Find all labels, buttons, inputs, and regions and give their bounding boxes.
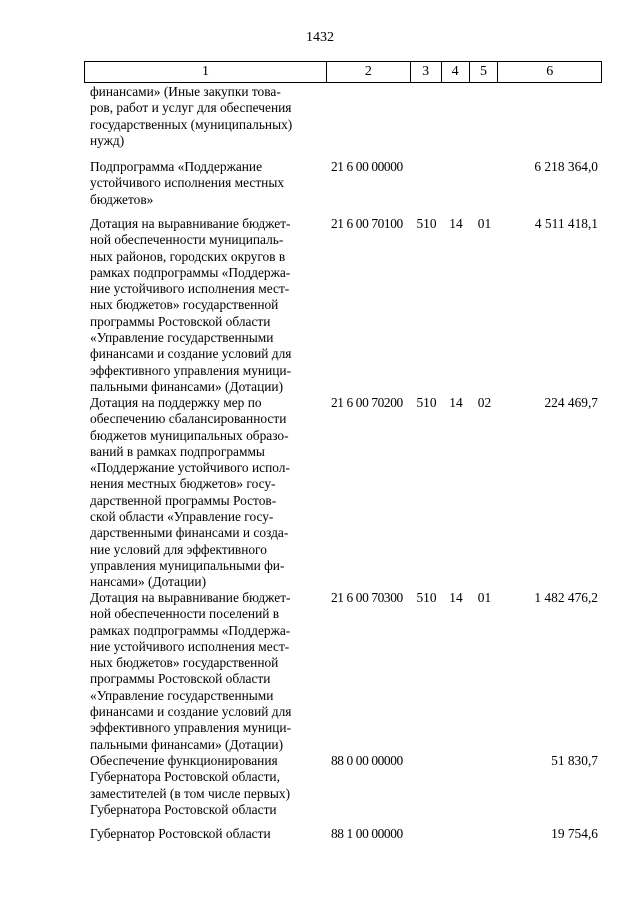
table-row	[84, 826, 602, 850]
row-target-code: 21 6 00 70300	[331, 590, 403, 605]
row-amount: 4 511 418,1	[534, 216, 598, 231]
row-subsection: 02	[477, 395, 492, 410]
row-description: Дотация на поддержку мер по обеспечению сбалансированности бюджетов муниципальных образо- ваний в рамках подпрограммы «Поддержание устойчивого испол- нения местных бюджетов» госу- дарственной программы Ростов- ской области «Управление госу- дарственными финансами и созда- ние условий для эффективного управления муниципальными фи- нансами» (Дотации)	[90, 395, 290, 590]
table-row	[84, 84, 602, 159]
table-row	[84, 159, 602, 216]
row-subsection	[470, 84, 499, 159]
table-body	[84, 84, 602, 850]
row-section	[442, 753, 470, 826]
row-description: Дотация на выравнивание бюджет- ной обеспеченности муниципаль- ных районов, городских округов в рамках подпрограммы «Поддержа- ние устойчивого исполнения мест- ных бюджетов» государственной программы Ростовской области «Управление государственными финансами и создание условий для эффективного управления муници- пальными финансами» (Дотации)	[90, 216, 292, 394]
header-col-3: 3	[411, 62, 442, 82]
row-amount: 6 218 364,0	[534, 159, 598, 174]
row-section: 14	[449, 216, 463, 231]
row-target-code: 88 0 00 00000	[331, 753, 403, 768]
table-row	[84, 590, 602, 753]
row-subsection	[470, 826, 499, 850]
header-col-1: 1	[85, 62, 327, 82]
row-section: 14	[449, 395, 463, 410]
row-target-code: 21 6 00 00000	[331, 159, 403, 174]
row-amount: 19 754,6	[551, 826, 598, 841]
row-expense-type	[411, 826, 442, 850]
row-target-code: 21 6 00 70100	[331, 216, 403, 231]
header-col-2: 2	[327, 62, 411, 82]
header-col-5: 5	[470, 62, 499, 82]
row-expense-type: 510	[416, 395, 437, 410]
row-section	[442, 84, 470, 159]
row-description: Подпрограмма «Поддержание устойчивого исполнения местных бюджетов»	[90, 159, 285, 207]
row-section: 14	[449, 590, 463, 605]
row-target-code: 21 6 00 70200	[331, 395, 403, 410]
row-subsection	[470, 753, 499, 826]
table-row	[84, 216, 602, 395]
header-col-6: 6	[546, 64, 554, 79]
row-amount: 1 482 476,2	[534, 590, 598, 605]
row-description: Обеспечение функционирования Губернатора Ростовской области, заместителей (в том числе первых) Губернатора Ростовской области	[90, 753, 291, 817]
row-expense-type: 510	[416, 590, 437, 605]
header-col-4: 4	[442, 62, 470, 82]
row-description: Губернатор Ростовской области	[90, 826, 271, 841]
row-subsection	[470, 159, 499, 216]
row-expense-type	[411, 159, 442, 216]
table-row	[84, 753, 602, 826]
table-header	[84, 61, 602, 83]
row-amount	[499, 84, 602, 159]
row-target-code	[327, 84, 411, 159]
row-subsection: 01	[477, 590, 492, 605]
page-number: 1432	[306, 30, 334, 45]
row-target-code: 88 1 00 00000	[331, 826, 403, 841]
row-expense-type	[411, 753, 442, 826]
row-amount: 51 830,7	[551, 753, 598, 768]
row-description: финансами» (Иные закупки това- ров, работ и услуг для обеспечения государственных (муниципальных) нужд)	[90, 84, 293, 148]
table-row	[84, 395, 602, 590]
row-subsection: 01	[477, 216, 492, 231]
row-expense-type: 510	[416, 216, 437, 231]
row-amount: 224 469,7	[544, 395, 598, 410]
row-description: Дотация на выравнивание бюджет- ной обеспеченности поселений в рамках подпрограммы «Поддержа- ние устойчивого исполнения мест- ных бюджетов» государственной программы Ростовской области «Управление государственными финансами и создание условий для эффективного управления муници- пальными финансами» (Дотации)	[90, 590, 292, 752]
row-expense-type	[411, 84, 442, 159]
row-section	[442, 826, 470, 850]
row-section	[442, 159, 470, 216]
